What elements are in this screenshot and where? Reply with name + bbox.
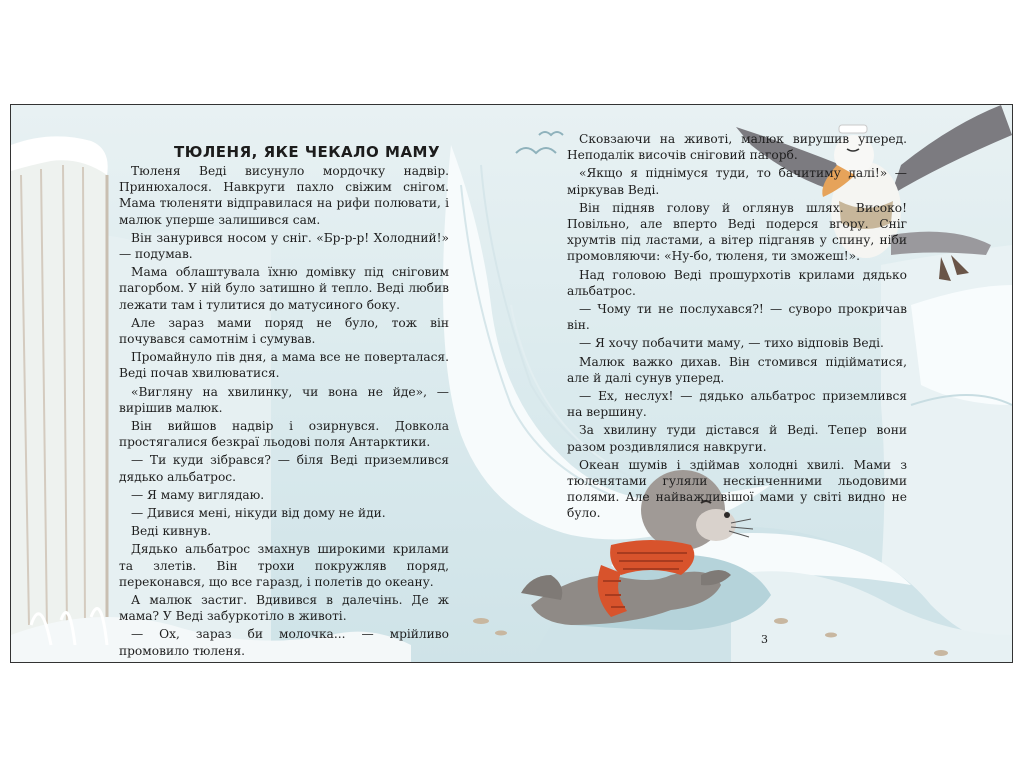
- paragraph: Але зараз мами поряд не було, тож він почувався самотнім і сумував.: [119, 315, 449, 347]
- paragraph: Малюк важко дихав. Він стомився підійматися, але й далі сунув уперед.: [567, 354, 907, 385]
- paragraph: — Я хочу побачити маму, — тихо відповів Веді.: [579, 336, 884, 351]
- paragraph: Він вийшов надвір і озирнувся. Довкола простягалися безкраї льодові поля Антарктики.: [119, 419, 449, 450]
- paragraph: — Ох, зараз би молочка... — мрійливо промовило тюленя.: [119, 627, 449, 658]
- paragraph: А малюк застиг. Вдивився в далечінь. Де ж мама? У Веді забуркотіло в животі.: [119, 593, 449, 624]
- right-text-column: [567, 131, 907, 524]
- paragraph: Він підняв голову й оглянув шлях. Високо! Повільно, але вперто Веді подерся вгору. Сніг хрумтів під ластами, а вітер підганяв у спину, ніби промовляючи: «Ну-бо, тюленя, ти зможеш!».: [567, 200, 907, 264]
- paragraph: За хвилину туди дістався й Веді. Тепер вони разом роздивлялися навкруги.: [567, 423, 907, 454]
- ice-pillar-illustration: [11, 136, 108, 638]
- paragraph: Океан шумів і здіймав холодні хвилі. Мами з тюленятами гуляли нескінченними льодовими полями. Але найважливішої мами у світі видно не було.: [567, 457, 907, 521]
- left-text-column: [119, 163, 449, 661]
- snow-ledge-right: [911, 285, 1012, 405]
- book-spread: [10, 104, 1013, 663]
- paragraph: Веді кивнув.: [131, 524, 212, 539]
- paragraph: — Ех, неслух! — дядько альбатрос приземлився на вершину.: [567, 389, 907, 420]
- paragraph: «Вигляну на хвилинку, чи вона не йде», — вирішив малюк.: [119, 384, 449, 415]
- paragraph: — Дивися мені, нікуди від дому не йди.: [131, 506, 386, 521]
- page-number: 3: [761, 633, 768, 646]
- paragraph: — Я маму виглядаю.: [131, 487, 265, 502]
- paragraph: — Чому ти не послухався?! — суворо прокричав він.: [567, 302, 907, 333]
- seagull-silhouettes: [516, 132, 563, 153]
- paragraph: Над головою Веді прошурхотів крилами дядько альбатрос.: [567, 267, 907, 298]
- paragraph: Тюленя Веді висунуло мордочку надвір. Принюхалося. Навкруги пахло свіжим снігом. Мама тюленяти відправилася на рифи полювати, і малюк уперше залишився сам.: [119, 164, 449, 227]
- paragraph: «Якщо я піднімуся туди, то бачитиму далі!» — міркував Веді.: [567, 166, 907, 197]
- paragraph: Він занурився носом у сніг. «Бр-р-р! Холодний!» — подумав.: [119, 230, 449, 262]
- paragraph: Промайнуло пів дня, а мама все не поверталася. Веді почав хвилюватися.: [119, 350, 449, 381]
- paragraph: Сковзаючи на животі, малюк вирушив уперед. Неподалік височів сніговий пагорб.: [567, 132, 907, 163]
- paragraph: Мама облаштувала їхню домівку під сніговим пагорбом. У ній було затишно й тепло. Веді любив лежати там і тулитися до матусиного боку.: [119, 265, 449, 312]
- paragraph: Дядько альбатрос змахнув широкими крилами та злетів. Він трохи покружляв поряд, переконався, що все гаразд, і полетів до океану.: [119, 542, 449, 589]
- story-title: ТЮЛЕНЯ, ЯКЕ ЧЕКАЛО МАМУ: [174, 143, 441, 161]
- paragraph: — Ти куди зібрався? — біля Веді приземлився дядько альбатрос.: [119, 453, 449, 484]
